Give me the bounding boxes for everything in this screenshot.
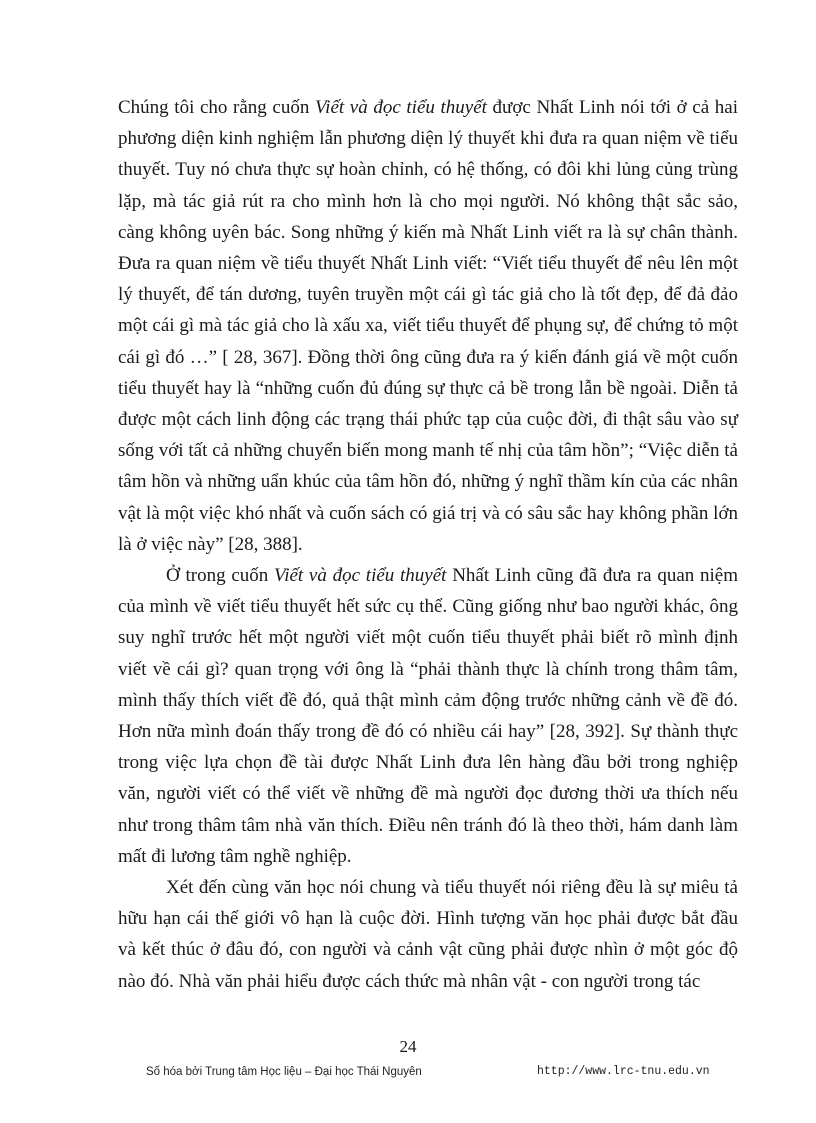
text-run: Nhất Linh cũng đã đưa ra quan niệm của mình về viết tiểu thuyết hết sức cụ thể. Cũng giống như bao người khác, ông suy nghĩ trước hết một người viết một cuốn tiểu thuyết phải biết rõ mình định viết về cái gì? quan trọng với ông là “phải thành thực là chính trong thâm tâm, mình thấy thích viết đề đó, quả thật mình cảm động trước những cảnh về đề đó. Hơn nữa mình đoán thấy trong đề đó có nhiều cái hay” [28, 392]. Sự thành thực trong việc lựa chọn đề tài được Nhất Linh đưa lên hàng đầu bởi trong nghiệp văn, người viết có thể viết về những đề mà người đọc đương thời ưa thích nếu như trong thâm tâm nhà văn thích. Điều nên tránh đó là theo thời, hám danh làm mất đi lương tâm nghề nghiệp. [118, 565, 739, 867]
footer-source: Số hóa bởi Trung tâm Học liệu – Đại học Thái Nguyên [146, 1066, 422, 1078]
text-run: Ở trong cuốn [166, 565, 274, 587]
text-run: được Nhất Linh nói tới ở cả hai phương diện kinh nghiệm lẫn phương diện lý thuyết khi đưa ra quan niệm về tiểu thuyết. Tuy nó chưa thực sự hoàn chỉnh, có hệ thống, có đôi khi lủng củng trùng lặp, mà tác giả rút ra cho mình hơn là cho mọi người. Nó không thật sắc sảo, càng không uyên bác. Song những ý kiến mà Nhất Linh viết ra là sự chân thành. Đưa ra quan niệm về tiểu thuyết Nhất Linh viết: “Viết tiểu thuyết để nêu lên một lý thuyết, để tán dương, tuyên truyền một cái gì tác giả cho là tốt đẹp, để đả đảo một cái gì mà tác giả cho là xấu xa, viết tiểu thuyết để phụng sự, để chứng tỏ một cái gì đó …” [ 28, 367]. Đồng thời ông cũng đưa ra ý kiến đánh giá về một cuốn tiểu thuyết hay là “những cuốn đủ đúng sự thực cả bề trong lẫn bề ngoài. Diễn tả được một cách linh động các trạng thái phức tạp của cuộc đời, đi thật sâu vào sự sống với tất cả những chuyển biến mong manh tế nhị của tâm hồn”; “Việc diễn tả tâm hồn và những uẩn khúc của tâm hồn đó, những ý nghĩ thầm kín của các nhân vật là một việc khó nhất và cuốn sách có giá trị và có sâu sắc hay không phần lớn là ở việc này” [28, 388]. [118, 97, 738, 555]
paragraph-3 [118, 872, 738, 997]
text-run: Xét đến cùng văn học nói chung và tiểu thuyết nói riêng đều là sự miêu tả hữu hạn cái thế giới vô hạn là cuộc đời. Hình tượng văn học phải được bắt đầu và kết thúc ở đâu đó, con người và cảnh vật cũng phải được nhìn ở một góc độ nào đó. Nhà văn phải hiểu được cách thức mà nhân vật - con người trong tác [118, 877, 738, 992]
book-title: Viết và đọc tiểu thuyết [274, 565, 447, 587]
body-text [118, 92, 738, 997]
book-title: Viết và đọc tiểu thuyết [314, 97, 487, 118]
paragraph-1 [118, 92, 738, 560]
paragraph-2 [118, 560, 738, 872]
footer-url: http://www.lrc-tnu.edu.vn [537, 1065, 710, 1078]
page-number: 24 [399, 1037, 417, 1056]
text-run: Chúng tôi cho rằng cuốn [118, 97, 315, 118]
